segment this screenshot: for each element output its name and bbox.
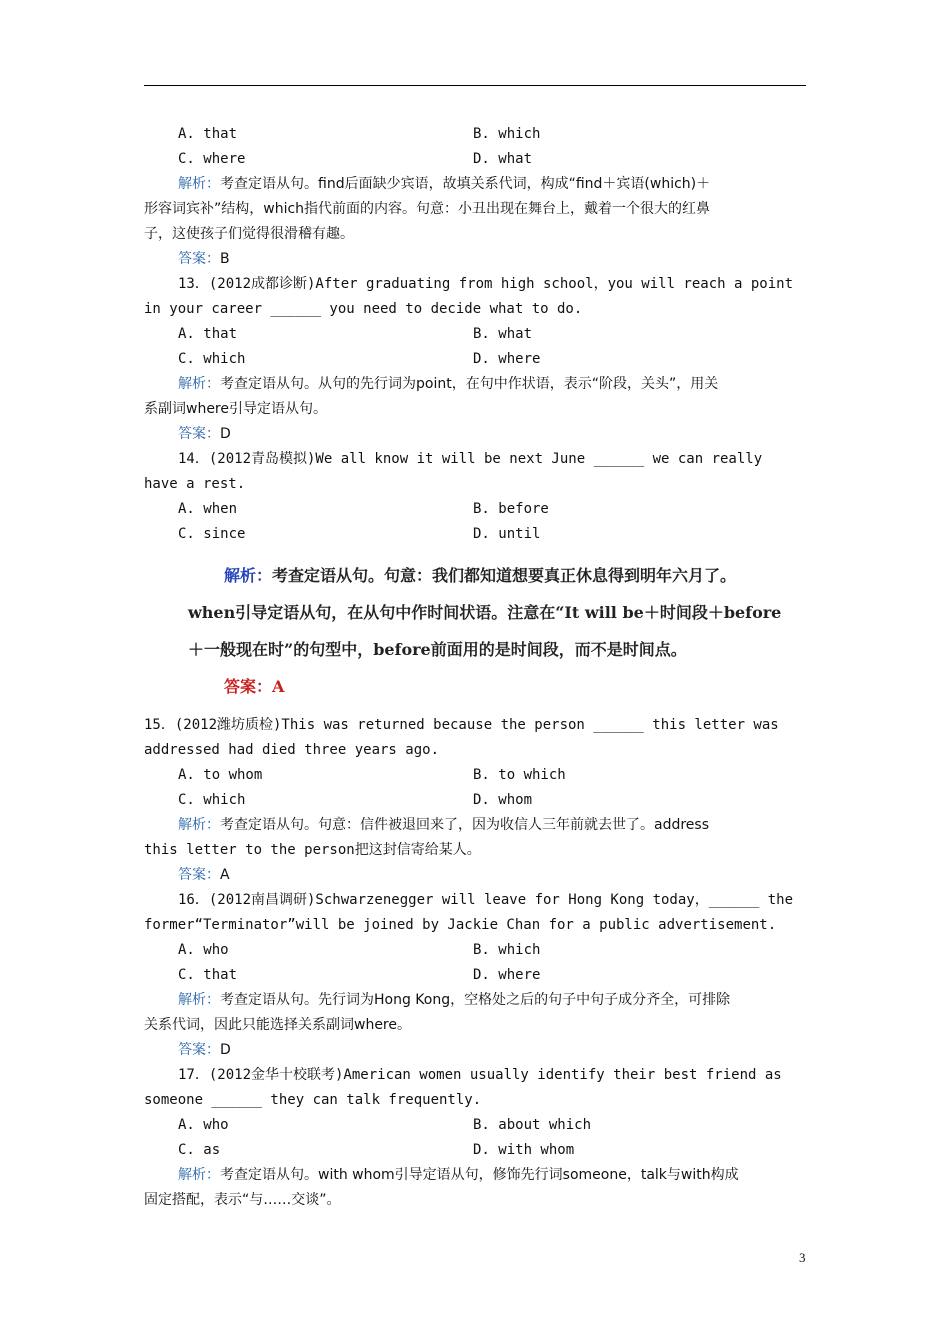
option-c: C. as [178,1142,221,1158]
option-b: B. what [473,326,533,342]
answer-label: 答案： [178,251,220,267]
answer-line [144,863,806,888]
question-stem: 17．(2012金华十校联考)American women usually identify their best friend as [178,1067,782,1083]
analysis-line: 解析：考查定语从句。先行词为Hong Kong，空格处之后的句子中句子成分齐全，可排除 [178,992,731,1008]
document-body [144,122,806,1213]
question-stem: in your career ______ you need to decide what to do. [144,301,583,317]
answer-value: B [220,251,230,267]
analysis-label: 解析： [178,992,220,1008]
answer-line [144,422,806,447]
analysis-label: 解析： [178,376,220,392]
option-c: C. which [178,351,246,367]
question-stem: 13．(2012成都诊断)After graduating from high school，you will reach a point [178,276,794,292]
option-a: A. that [178,326,238,342]
analysis-line: 解析：考查定语从句。从句的先行词为point，在句中作状语，表示“阶段，关头”，用关 [178,376,719,392]
answer-label: 答案： [178,426,220,442]
question-stem: former“Terminator”will be joined by Jackie Chan for a public advertisement. [144,917,777,933]
option-b: B. before [473,501,549,517]
analysis-line: 形容词宾补”结构，which指代前面的内容。句意：小丑出现在舞台上，戴着一个很大的红鼻 [144,201,711,217]
options-row [144,122,806,147]
options-row [144,763,806,788]
option-c: C. which [178,792,246,808]
question-stem: 15．(2012潍坊质检)This was returned because the person ______ this letter was [144,717,779,733]
analysis-line: 解析：考查定语从句。句意：我们都知道想要真正休息得到明年六月了。 [224,566,737,585]
option-b: B. to which [473,767,566,783]
options-row [144,963,806,988]
analysis-line: 解析：考查定语从句。句意：信件被退回来了，因为收信人三年前就去世了。address [178,817,710,833]
answer-label: 答案： [224,677,273,696]
options-row [144,1138,806,1163]
answer-value: A [272,677,285,696]
option-b: B. which [473,942,541,958]
option-d: D. whom [473,792,533,808]
answer-value: A [220,867,230,883]
option-a: A. to whom [178,767,263,783]
analysis-line: 系副词where引导定语从句。 [144,401,327,417]
options-row [144,1113,806,1138]
question-stem: someone ______ they can talk frequently. [144,1092,482,1108]
options-row [144,788,806,813]
option-c: C. since [178,526,246,542]
analysis-line: 解析：考查定语从句。find后面缺少宾语，故填关系代词，构成“find＋宾语(which)＋ [178,176,711,192]
option-a: A. when [178,501,238,517]
option-d: D. with whom [473,1142,575,1158]
analysis-line: when引导定语从句，在从句中作时间状语。注意在“It will be＋时间段＋before [188,603,782,622]
option-d: D. until [473,526,541,542]
analysis-label: 解析： [178,1167,220,1183]
analysis-line: this letter to the person把这封信寄给某人。 [144,842,481,858]
options-row [144,347,806,372]
option-d: D. what [473,151,533,167]
analysis-line: ＋一般现在时”的句型中，before前面用的是时间段，而不是时间点。 [188,640,687,659]
options-row [144,522,806,547]
answer-label: 答案： [178,1042,220,1058]
option-c: C. that [178,967,238,983]
analysis-line: 子，这使孩子们觉得很滑稽有趣。 [144,226,354,242]
answer-value: D [220,426,231,442]
analysis-line: 固定搭配，表示“与……交谈”。 [144,1192,341,1208]
answer-line [144,247,806,272]
question-stem: 16．(2012南昌调研)Schwarzenegger will leave for Hong Kong today，______ the [178,892,794,908]
option-a: A. who [178,1117,229,1133]
option-a: A. that [178,126,238,142]
analysis-label: 解析： [178,817,220,833]
scanned-analysis-block [144,557,806,705]
analysis-line: 解析：考查定语从句。with whom引导定语从句，修饰先行词someone，talk与with构成 [178,1167,739,1183]
answer-line [144,668,806,705]
options-row [144,322,806,347]
question-stem: 14．(2012青岛模拟)We all know it will be next June ______ we can really [178,451,763,467]
answer-value: D [220,1042,231,1058]
header-rule [144,85,806,86]
options-row [144,497,806,522]
option-d: D. where [473,967,541,983]
options-row [144,147,806,172]
analysis-label: 解析： [178,176,220,192]
analysis-label: 解析： [224,566,273,585]
option-c: C. where [178,151,246,167]
page-number: 3 [799,1250,806,1265]
question-stem: have a rest. [144,476,246,492]
option-a: A. who [178,942,229,958]
answer-label: 答案： [178,867,220,883]
options-row [144,938,806,963]
analysis-line: 关系代词，因此只能选择关系副词where。 [144,1017,411,1033]
option-d: D. where [473,351,541,367]
answer-line [144,1038,806,1063]
question-stem: addressed had died three years ago. [144,742,440,758]
option-b: B. which [473,126,541,142]
option-b: B. about which [473,1117,592,1133]
